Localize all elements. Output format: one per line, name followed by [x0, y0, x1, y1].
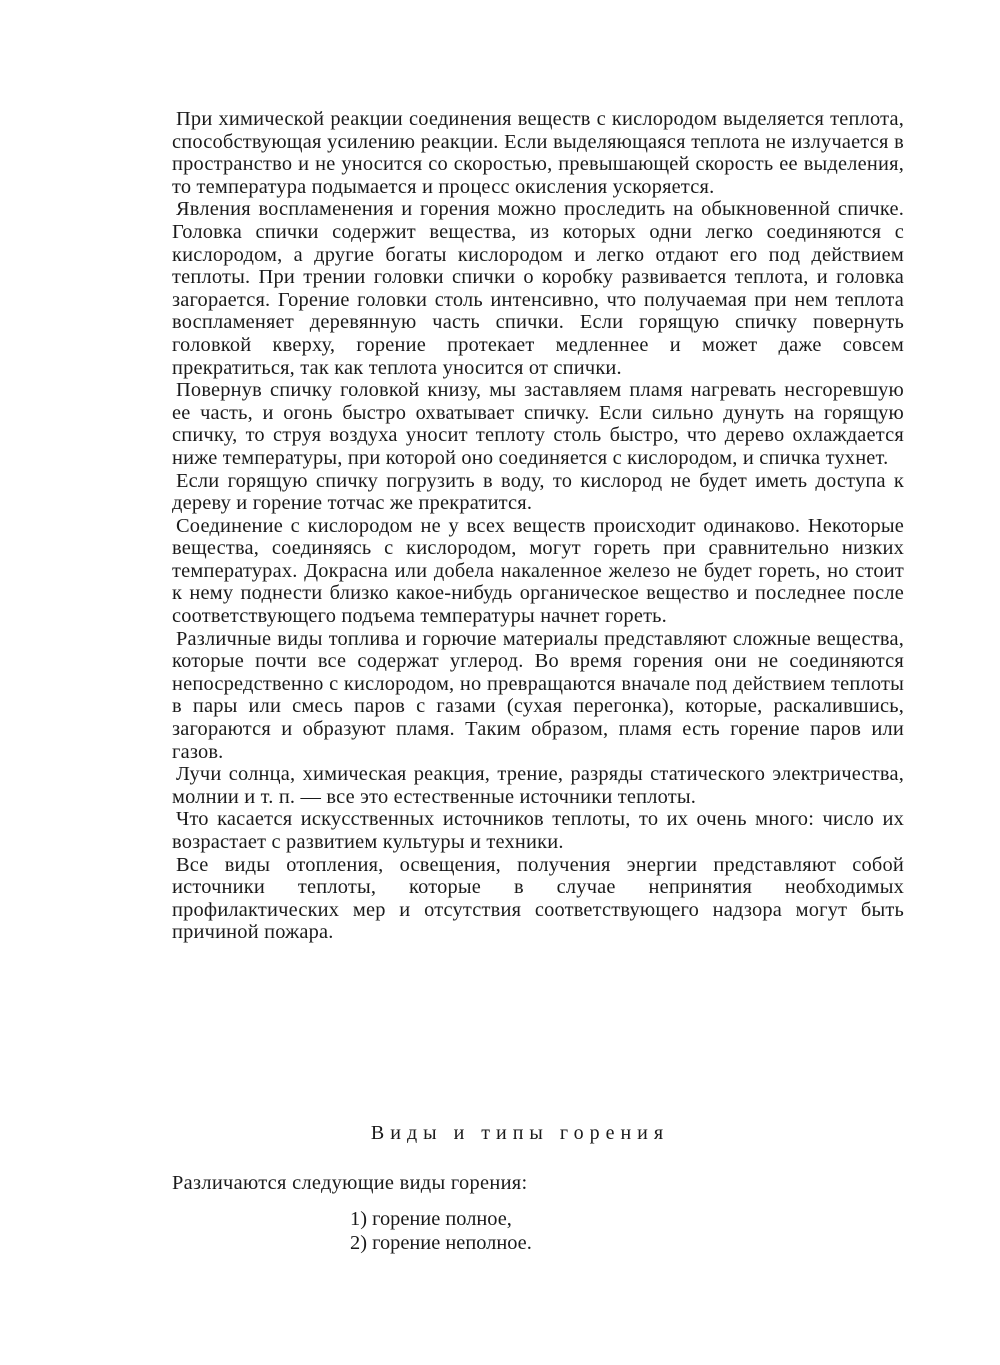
paragraph: Лучи солнца, химическая реакция, трение, разряды статического электричества, молнии и т. п. — все это естественные источники теплоты. [172, 763, 904, 808]
combustion-types-list [350, 1207, 532, 1255]
paragraph: Повернув спичку головкой книзу, мы заставляем пламя нагревать несгоревшую ее часть, и огонь быстро охватывает спичку. Если сильно дунуть на горящую спичку, то струя воздуха уносит теплоту столь быстро, что дерево охлаждается ниже температуры, при которой оно соединяется с кислородом, и спичка тухнет. [172, 379, 904, 469]
list-item: 2) горение неполное. [350, 1232, 532, 1254]
paragraph: Различные виды топлива и горючие материалы представляют сложные вещества, которые почти все содержат углерод. Во время горения они не соединяются непосредственно с кислородом, но превращаются вначале под действием теплоты в пары или смесь паров с газами (сухая перегонка), которые, раскалившись, загораются и образуют пламя. Таким образом, пламя есть горение паров или газов. [172, 627, 904, 763]
paragraph: Все виды отопления, освещения, получения энергии представляют собой источники теплоты, которые в случае непринятия необходимых профилактических мер и отсутствия соответствующего надзора могут быть причиной пожара. [172, 853, 904, 944]
paragraph: Что касается искусственных источников теплоты, то их очень много: число их возрастает с развитием культуры и техники. [172, 808, 904, 853]
section-title: Виды и типы горения [370, 1122, 670, 1144]
paragraph: Соединение с кислородом не у всех веществ происходит одинаково. Некоторые вещества, соединяясь с кислородом, могут гореть при сравнительно низких температурах. Докрасна или добела накаленное железо не будет гореть, но стоит к нему поднести близко какое-нибудь органическое вещество и последнее после соответствующего подъема температуры начнет гореть. [172, 514, 904, 628]
list-item: 1) горение полное, [350, 1208, 512, 1230]
body-text [172, 108, 904, 944]
paragraph: При химической реакции соединения веществ с кислородом выделяется теплота, способствующая усилению реакции. Если выделяющаяся теплота не излучается в пространство и не уносится со скоростью, превышающей скорость ее выделения, то температура подымается и процесс окисления ускоряется. [172, 108, 904, 198]
paragraph: Если горящую спичку погрузить в воду, то кислород не будет иметь доступа к дереву и горение тотчас же прекратится. [172, 469, 904, 515]
list-intro: Различаются следующие виды горения: [172, 1172, 528, 1194]
paragraph: Явления воспламенения и горения можно проследить на обыкновенной спичке. Головка спички содержит вещества, из которых одни легко соединяются с кислородом, а другие богаты кислородом и легко отдают его под действием теплоты. При трении головки спички о коробку развивается теплота, и головка загорается. Горение головки столь интенсивно, что получаемая при нем теплота воспламеняет деревянную часть спички. Если горящую спичку повернуть головкой кверху, горение протекает медленнее и может даже совсем прекратиться, так как теплота уносится от спички. [172, 198, 904, 379]
